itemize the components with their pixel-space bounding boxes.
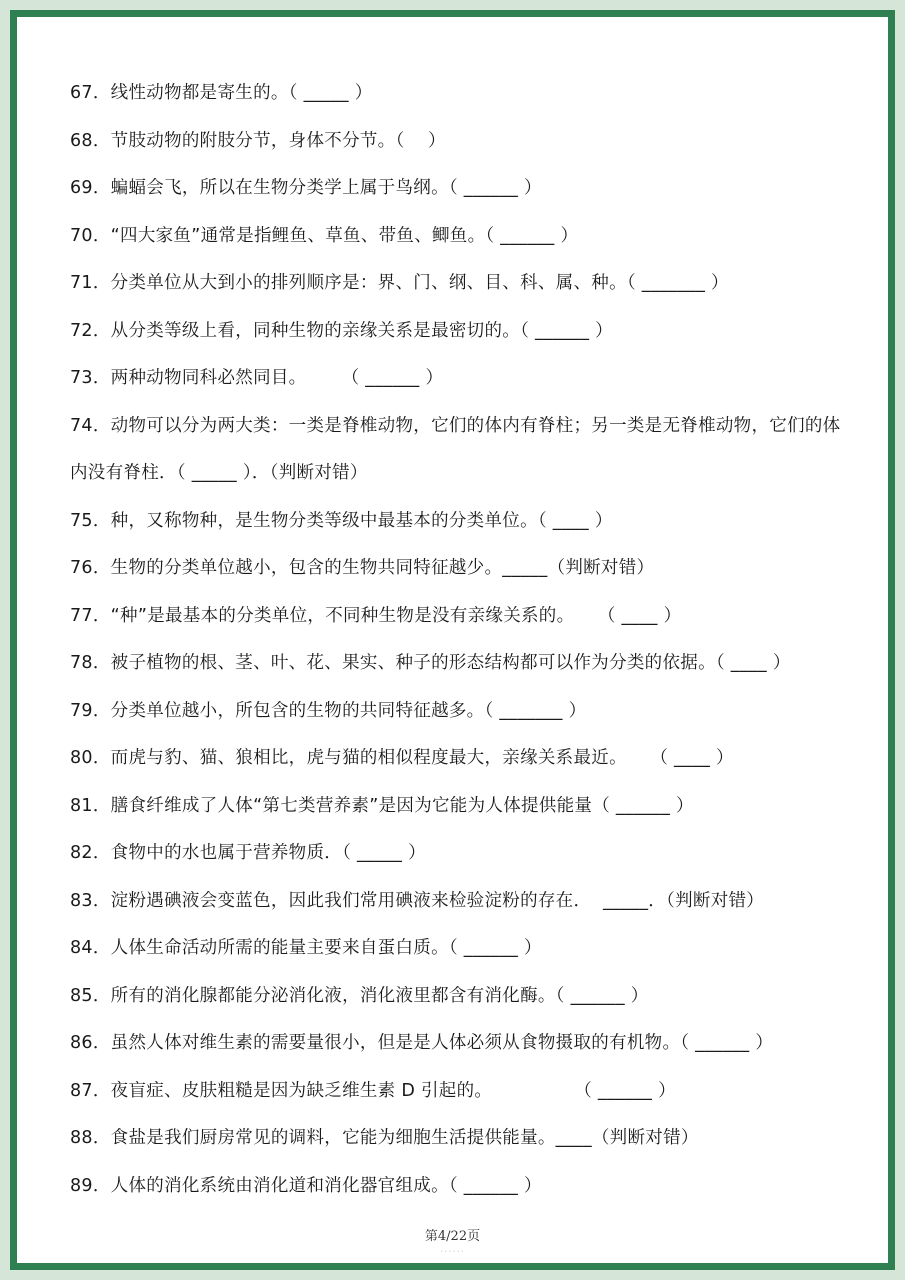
question-item: 89．人体的消化系统由消化道和消化器官组成。（ ______ ）	[70, 1175, 542, 1196]
question-item: 87．夜盲症、皮肤粗糙是因为缺乏维生素 D 引起的。 （ ______ ）	[70, 1080, 676, 1101]
question-item: 78．被子植物的根、茎、叶、花、果实、种子的形态结构都可以作为分类的依据。（ ____ ）	[70, 653, 791, 673]
question-item: 80．而虎与豹、猫、狼相比，虎与猫的相似程度最大，亲缘关系最近。 （ ____ ）	[70, 748, 734, 768]
question-item: 81．膳食纤维成了人体“第七类营养素”是因为它能为人体提供能量（ ______ ）	[70, 795, 694, 816]
question-item: 83．淀粉遇碘液会变蓝色，因此我们常用碘液来检验淀粉的存在． _____．（判断对错）	[70, 890, 765, 911]
question-item: 70．“四大家鱼”通常是指鲤鱼、草鱼、带鱼、鲫鱼。（ ______ ）	[70, 225, 579, 246]
question-item: 88．食盐是我们厨房常见的调料，它能为细胞生活提供能量。____（判断对错）	[70, 1128, 699, 1148]
document-page	[17, 17, 888, 1263]
question-item: 67．线性动物都是寄生的。（ _____ ）	[70, 83, 373, 103]
question-item: 76．生物的分类单位越小，包含的生物共同特征越少。_____（判断对错）	[70, 558, 655, 578]
question-item: 69．蝙蝠会飞，所以在生物分类学上属于鸟纲。（ ______ ）	[70, 178, 542, 198]
page-number: 第4/22页	[424, 1229, 481, 1244]
question-item: 82．食物中的水也属于营养物质．（ _____ ）	[70, 843, 426, 863]
question-item: 74．动物可以分为两大类：一类是脊椎动物，它们的体内有脊柱；另一类是无脊椎动物，它们的体内没有脊柱．（ _____ ）．（判断对错）	[70, 415, 841, 483]
question-item: 75．种，又称物种，是生物分类等级中最基本的分类单位。（ ____ ）	[70, 510, 613, 531]
question-item: 84．人体生命活动所需的能量主要来自蛋白质。（ ______ ）	[70, 938, 542, 958]
question-item: 68．节肢动物的附肢分节，身体不分节。（ ）	[70, 130, 446, 151]
question-item: 86．虽然人体对维生素的需要量很小，但是是人体必须从食物摄取的有机物。（ ______ ）	[70, 1033, 774, 1053]
page-frame	[10, 10, 895, 1270]
question-item: 73．两种动物同科必然同目。 （ ______ ）	[70, 368, 444, 388]
question-list	[70, 70, 848, 1210]
faint-footer-text: ······	[439, 1247, 466, 1258]
question-item: 77．“种”是最基本的分类单位，不同种生物是没有亲缘关系的。 （ ____ ）	[70, 605, 682, 626]
question-item: 71．分类单位从大到小的排列顺序是：界、门、纲、目、科、属、种。（ _______ ）	[70, 273, 729, 293]
question-item: 72．从分类等级上看，同种生物的亲缘关系是最密切的。（ ______ ）	[70, 320, 613, 341]
question-item: 79．分类单位越小，所包含的生物的共同特征越多。（ _______ ）	[70, 700, 587, 721]
question-item: 85．所有的消化腺都能分泌消化液，消化液里都含有消化酶。（ ______ ）	[70, 985, 649, 1006]
